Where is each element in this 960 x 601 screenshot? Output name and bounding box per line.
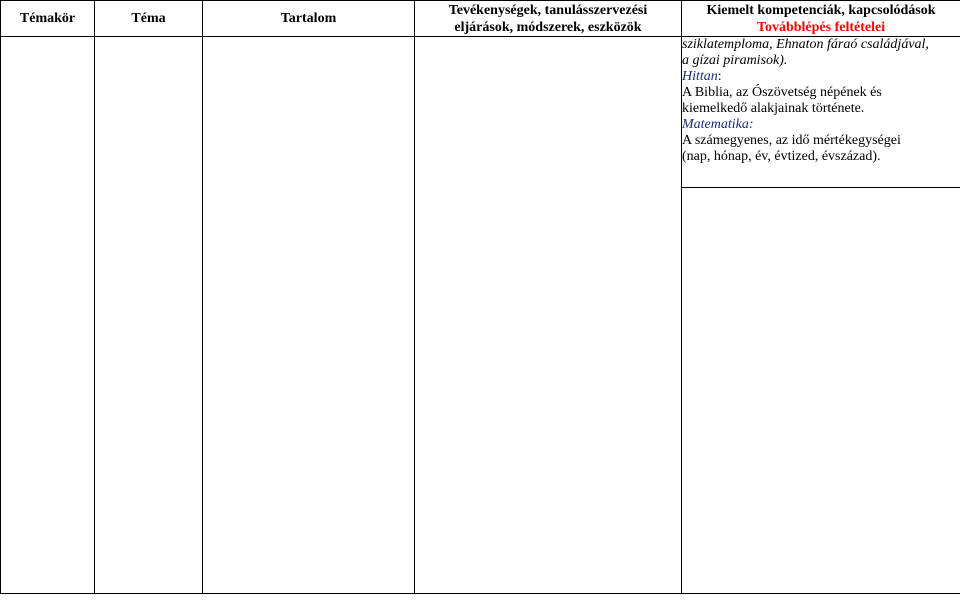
cell-tema [95,37,203,594]
intro-line-2: a gízai piramisok). [682,53,788,68]
cell-tevekenysegek [415,37,682,594]
cell-tartalom [203,37,415,594]
hittan-heading [682,69,960,85]
cell-kompetenciak-continued [682,37,960,188]
matematika-label: Matematika: [682,117,754,132]
hittan-line-2: kiemelkedő alakjainak története. [682,101,865,116]
hittan-label: Hittan [682,69,718,84]
content-row [1,37,960,188]
header-kompetenciak-line1: Kiemelt kompetenciák, kapcsolódások [706,2,936,18]
hittan-colon: : [717,69,722,84]
header-tevekenysegek-line2: eljárások, módszerek, eszközök [454,19,642,35]
hittan-line-1: A Biblia, az Ószövetség népének és [682,85,882,100]
header-row [1,1,960,37]
header-tevekenysegek-line1: Tevékenységek, tanulásszervezési [448,2,648,18]
header-tevekenysegek [415,1,682,37]
header-kompetenciak [682,1,960,37]
cell-temakor [1,37,95,594]
cell-kompetenciak-empty [682,188,960,594]
header-tartalom: Tartalom [203,1,415,37]
header-tema: Téma [95,1,203,37]
header-tovabblepes: Továbblépés feltételei [756,19,886,35]
matematika-line-1: A számegyenes, az idő mértékegységei [682,133,901,148]
matematika-line-2: (nap, hónap, év, évtized, évszázad). [682,149,881,164]
intro-line-1: sziklatemploma, Ehnaton fáraó családjával, [682,37,929,52]
header-temakor: Témakör [1,1,95,37]
